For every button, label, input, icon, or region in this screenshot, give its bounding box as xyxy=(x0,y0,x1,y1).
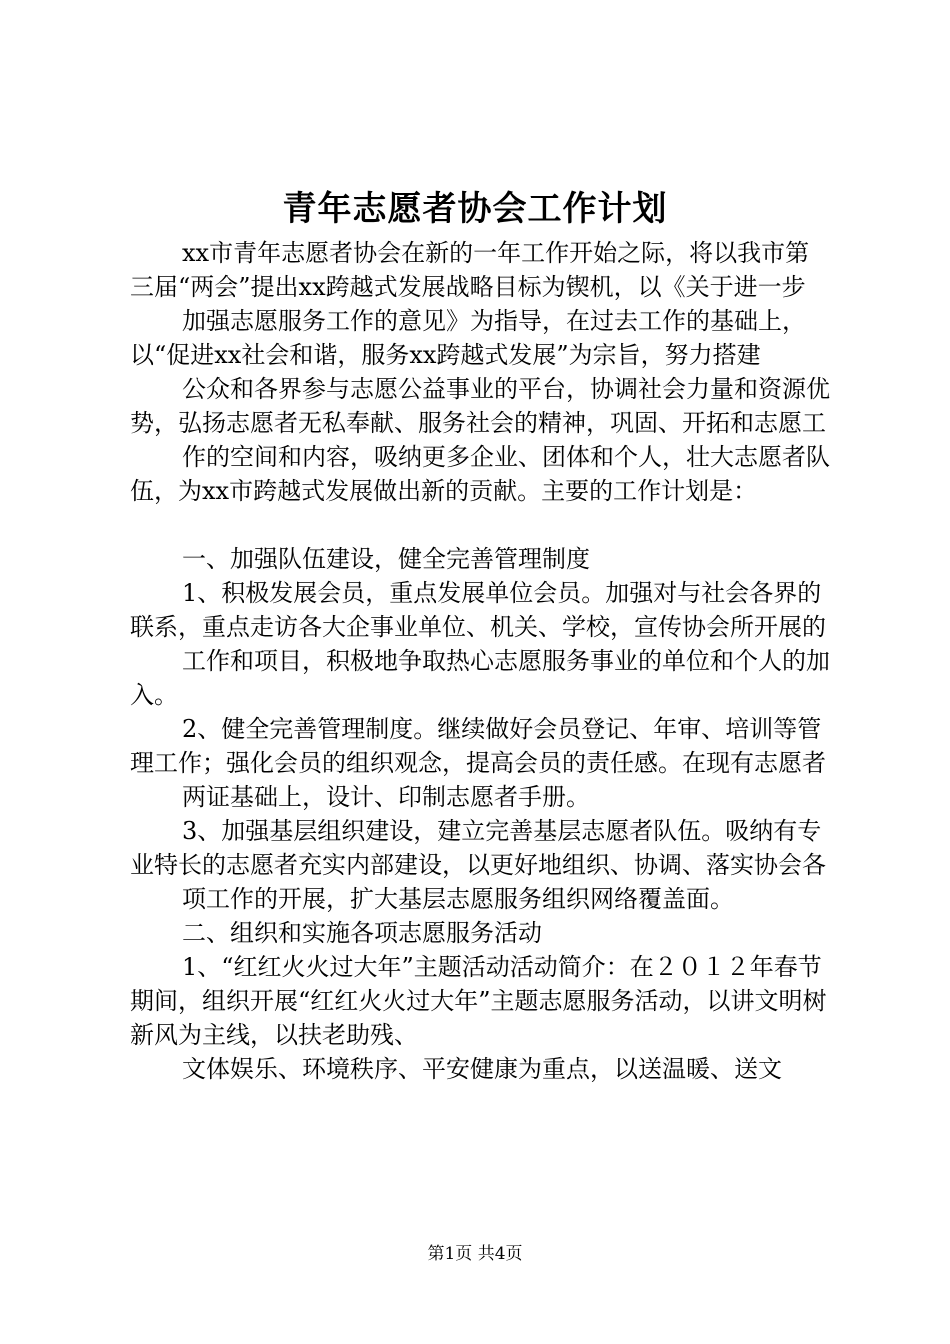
paragraph-intro-3: 公众和各界参与志愿公益事业的平台，协调社会力量和资源优势，弘扬志愿者无私奉献、服务社会的精神，巩固、开拓和志愿工 xyxy=(130,375,830,437)
paragraph-activity-1: 1、“红红火火过大年”主题活动活动简介：在２０１２年春节期间，组织开展“红红火火过大年”主题志愿服务活动，以讲文明树新风为主线，以扶老助残、 xyxy=(130,953,827,1049)
document-title: 青年志愿者协会工作计划 xyxy=(282,189,668,229)
paragraph-item-2: 2、健全完善管理制度。继续做好会员登记、年审、培训等管理工作；强化会员的组织观念，提高会员的责任感。在现有志愿者 xyxy=(130,715,826,777)
paragraph-item-1: 1、积极发展会员，重点发展单位会员。加强对与社会各界的联系，重点走访各大企事业单位、机关、学校，宣传协会所开展的 xyxy=(130,579,826,641)
paragraph-item-1-cont: 工作和项目，积极地争取热心志愿服务事业的单位和个人的加入。 xyxy=(130,647,830,709)
paragraph-activity-1-cont: 文体娱乐、环境秩序、平安健康为重点，以送温暖、送文 xyxy=(182,1055,782,1083)
paragraph-item-3: 3、加强基层组织建设，建立完善基层志愿者队伍。吸纳有专业特长的志愿者充实内部建设，以更好地组织、协调、落实协会各 xyxy=(130,817,826,879)
page-footer: 第1页 共4页 xyxy=(427,1244,523,1264)
document-body xyxy=(130,236,832,1086)
paragraph-item-2-cont: 两证基础上，设计、印制志愿者手册。 xyxy=(182,783,590,811)
paragraph-item-3-cont: 项工作的开展，扩大基层志愿服务组织网络覆盖面。 xyxy=(182,885,734,913)
paragraph-spacer xyxy=(130,508,832,542)
paragraph-intro-2: 加强志愿服务工作的意见》为指导，在过去工作的基础上，以“促进xx社会和谐，服务xx跨越式发展”为宗旨，努力搭建 xyxy=(130,307,806,369)
paragraph-intro-1: xx市青年志愿者协会在新的一年工作开始之际，将以我市第三届“两会”提出xx跨越式发展战略目标为锲机，以《关于进一步 xyxy=(130,239,810,301)
section-heading-2: 二、组织和实施各项志愿服务活动 xyxy=(182,919,542,947)
paragraph-intro-4: 作的空间和内容，吸纳更多企业、团体和个人，壮大志愿者队伍，为xx市跨越式发展做出新的贡献。主要的工作计划是： xyxy=(130,443,830,505)
section-heading-1: 一、加强队伍建设，健全完善管理制度 xyxy=(182,545,590,573)
